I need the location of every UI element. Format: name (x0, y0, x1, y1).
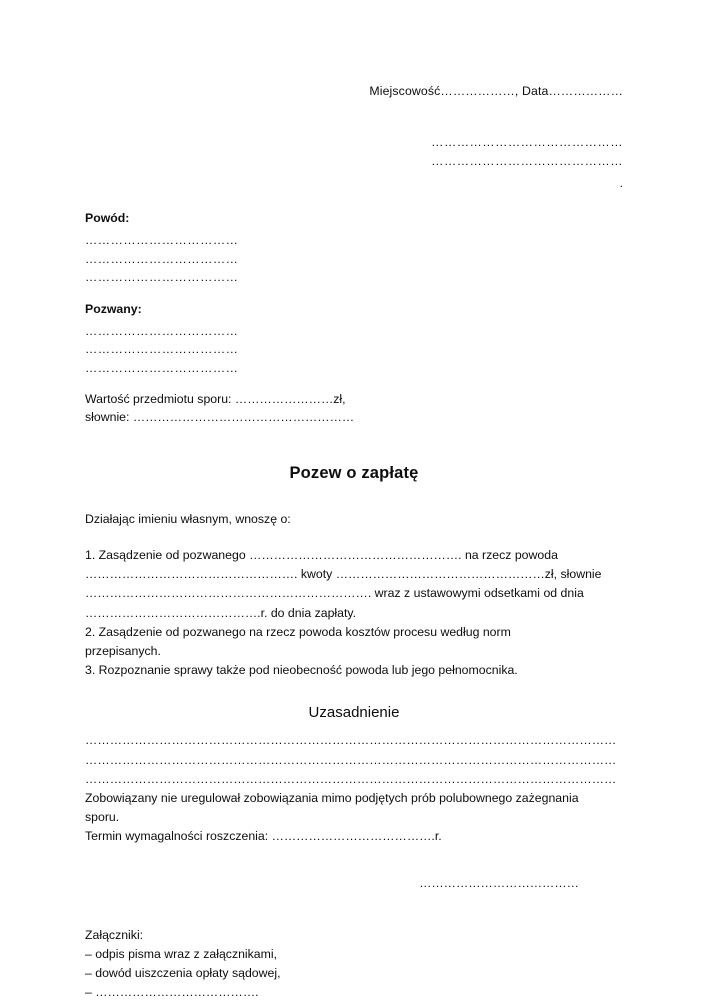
justification-blank-lines (85, 731, 623, 789)
claim-2-line-1: 2. Zasądzenie od pozwanego na rzecz powoda kosztów procesu według norm (85, 624, 511, 639)
justification-due-date-line: Termin wymagalności roszczenia: ………………………………….r. (85, 829, 442, 844)
attachment-item-1: – odpis pisma wraz z załącznikami, (85, 946, 278, 961)
claim-1-line-4: …………………………………….r. do dnia zapłaty. (85, 605, 357, 620)
plaintiff-block (85, 208, 623, 287)
justification-paragraph (85, 789, 623, 847)
claims-list (85, 546, 623, 680)
defendant-dotted-line-1: ……………………………… (85, 323, 239, 338)
defendant-dotted-line-3: ……………………………… (85, 360, 239, 375)
intro-paragraph: Działając imieniu własnym, wnoszę o: (85, 512, 291, 526)
attachment-item-3: – …………………………………. (85, 985, 259, 1000)
dispute-value-block (85, 391, 623, 426)
address-dotted-line-1: ……………………………………… (431, 135, 623, 149)
claim-1-line-3: ……………………………………………………………. wraz z ustawowymi odsetkami od dnia (85, 586, 584, 601)
claim-3-line-1: 3. Rozpoznanie sprawy także pod nieobecność powoda lub jego pełnomocnika. (85, 663, 518, 678)
justification-dotted-line-1: ………………………………………………………………………………………………………………… (85, 733, 617, 748)
page-title: Pozew o zapłatę (289, 464, 419, 482)
claim-1-line-1: 1. Zasądzenie od pozwanego ……………………………………………. na rzecz powoda (85, 548, 558, 562)
header-block (85, 0, 623, 193)
justification-dotted-line-3: ………………………………………………………………………………………………………………… (85, 771, 617, 786)
justification-heading: Uzasadnienie (308, 704, 400, 722)
plaintiff-label: Powód: (85, 211, 130, 225)
plaintiff-dotted-line-1: ……………………………… (85, 233, 239, 247)
dispute-value-amount-line: Wartość przedmiotu sporu: ……………………zł, (85, 392, 346, 406)
defendant-block (85, 299, 623, 378)
attachments-block (85, 926, 623, 1002)
justification-dotted-line-2: ………………………………………………………………………………………………………………… (85, 752, 617, 767)
plaintiff-dotted-line-3: ……………………………… (85, 270, 239, 284)
justification-paragraph-line-1: Zobowiązany nie uregulował zobowiązania mimo podjętych prób polubownego zażegnania (85, 791, 579, 806)
defendant-dotted-line-2: ……………………………… (85, 342, 239, 356)
justification-paragraph-line-2: sporu. (85, 810, 120, 825)
address-block (85, 133, 623, 193)
address-period: . (619, 176, 623, 190)
address-dotted-line-2: ……………………………………… (431, 154, 623, 168)
claim-1-line-2: ……………………………………………. kwoty ……………………………………………zł, słownie (85, 567, 602, 582)
dispute-value-words-line: słownie: ……………………………………………… (85, 409, 355, 424)
attachment-item-2: – dowód uiszczenia opłaty sądowej, (85, 966, 281, 981)
claim-2-line-2: przepisanych. (85, 644, 161, 659)
defendant-label: Pozwany: (85, 301, 142, 316)
document-body (85, 0, 623, 1002)
signature-line: ………………………………… (419, 875, 579, 890)
plaintiff-dotted-line-2: ……………………………… (85, 251, 239, 266)
place-date-line: Miejscowość………………, Data……………… (369, 84, 623, 98)
attachments-label: Załączniki: (85, 927, 144, 942)
